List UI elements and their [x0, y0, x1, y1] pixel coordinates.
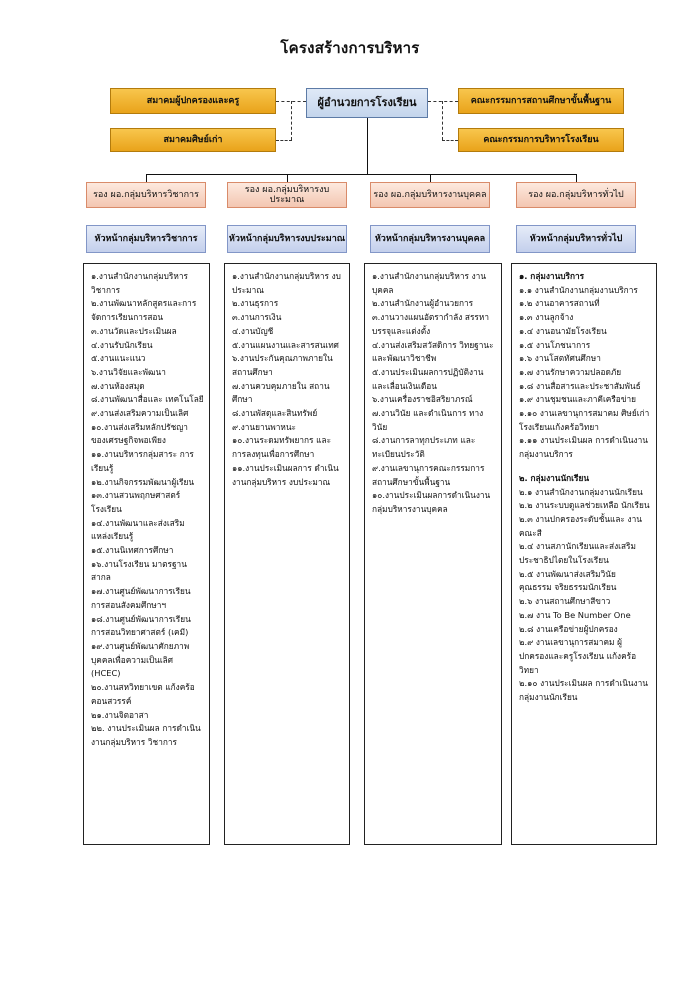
deputy-budget-box: รอง ผอ.กลุ่มบริหารงบประมาณ [227, 182, 347, 208]
task-item: ๒.๑๐ งานประเมินผล การดำเนินงานกลุ่มงานนักเรียน [519, 678, 648, 703]
head-general-box: หัวหน้ากลุ่มบริหารทั่วไป [516, 225, 636, 253]
task-item: ๑.งานสำนักงานกลุ่มบริหาร งานบุคคล [372, 271, 486, 295]
bus-drop-1 [146, 174, 147, 182]
task-item: ๒.๘ งานเครือข่ายผู้ปกครอง [519, 623, 618, 634]
head-personnel-box: หัวหน้ากลุ่มบริหารงานบุคคล [370, 225, 490, 253]
deputy-personnel-box: รอง ผอ.กลุ่มบริหารงานบุคคล [370, 182, 490, 208]
task-item: ๑๖.งานโรงเรียน มาตรฐานสากล [91, 558, 187, 583]
task-item: ๕.งานแนะแนว [91, 353, 146, 364]
head-budget-box: หัวหน้ากลุ่มบริหารงบประมาณ [227, 225, 347, 253]
dashed-connector-left-vertical [291, 101, 292, 140]
task-item: ๑.๔ งานอนามัยโรงเรียน [519, 325, 607, 336]
bus-drop-2 [287, 174, 288, 182]
task-item: ๖.งานประกันคุณภาพภายใน สถานศึกษา [232, 353, 333, 377]
task-item: ๑๐.งานประเมินผลการดำเนินงาน กลุ่มบริหารงานบุคคล [372, 490, 491, 514]
task-item: ๖.งานเครื่องราชอิสริยาภรณ์ [372, 394, 473, 405]
dashed-connector-right-lower [442, 140, 458, 141]
task-item: ๑๒.งานกิจกรรมพัฒนาผู้เรียน [91, 476, 195, 487]
dashed-connector-left-lower [276, 140, 292, 141]
task-item: ๒.งานพัฒนาหลักสูตรและการ จัดการเรียนการสอน [91, 298, 197, 323]
task-item: ๓.งานวางแผนอัตรากำลัง สรรหา บรรจุและแต่งตั้ง [372, 312, 489, 336]
alumni-association-box: สมาคมศิษย์เก่า [110, 128, 276, 152]
bus-drop-4 [576, 174, 577, 182]
head-academic-box: หัวหน้ากลุ่มบริหารวิชาการ [86, 225, 206, 253]
director-trunk-line [367, 118, 368, 174]
task-item: ๗.งานวินัย และดำเนินการ ทางวินัย [372, 408, 484, 432]
task-item: ๑.๑๐ งานเลขานุการสมาคม ศิษย์เก่าโรงเรียนแก้งคร้อวิทยา [519, 408, 650, 432]
bus-drop-3 [430, 174, 431, 182]
task-item: ๑.๙ งานชุมชนและภาคีเครือข่าย [519, 394, 636, 405]
dashed-connector-right [428, 101, 458, 102]
task-item: ๕.งานประเมินผลการปฏิบัติงาน และเลื่อนเงินเดือน [372, 366, 484, 391]
task-subgroup-title: ๑. กลุ่มงานบริการ [519, 271, 585, 281]
task-item: ๒.๕ งานพัฒนาส่งเสริมวินัย คุณธรรม จริยธรรมนักเรียน [519, 568, 617, 593]
task-item: ๑๗.งานศูนย์พัฒนาการเรียน การสอนสังคมศึกษาฯ [91, 586, 191, 610]
task-item: ๑๕.งานนิเทศการศึกษา [91, 545, 174, 556]
task-item: ๑.๗ งานรักษาความปลอดภัย [519, 366, 622, 377]
deputy-general-box: รอง ผอ.กลุ่มบริหารทั่วไป [516, 182, 636, 208]
task-item: ๑๘.งานศูนย์พัฒนาการเรียน การสอนวิทยาศาสตร์ (เคมี) [91, 613, 191, 638]
dashed-connector-right-vertical [442, 101, 443, 140]
parent-teacher-association-box: สมาคมผู้ปกครองและครู [110, 88, 276, 114]
task-item: ๑๐.งานระดมทรัพยากร และการลงทุนเพื่อการศึกษา [232, 435, 332, 460]
task-item: ๘.งานพัฒนาสื่อและ เทคโนโลยี [91, 394, 204, 405]
task-item: ๑.งานสำนักงานกลุ่มบริหาร วิชาการ [91, 271, 188, 295]
task-item: ๑๓.งานสวนพฤกษศาสตร์ โรงเรียน [91, 490, 181, 514]
task-item: ๒.๙ งานเลขานุการสมาคม ผู้ปกครองและครูโรงเรียน แก้งคร้อวิทยา [519, 637, 637, 675]
task-item: ๙.งานส่งเสริมความเป็นเลิศ [91, 408, 189, 419]
task-item: ๑.๘ งานสื่อสารและประชาสัมพันธ์ [519, 380, 641, 391]
task-item: ๕.งานแผนงานและสารสนเทศ [232, 339, 339, 350]
task-item: ๑.๕ งานโภชนาการ [519, 339, 591, 350]
academic-task-list [83, 263, 210, 845]
task-item: ๖.งานวิจัยและพัฒนา [91, 366, 166, 377]
task-subgroup-title: ๒. กลุ่มงานนักเรียน [519, 472, 589, 483]
task-item: ๑.งานสำนักงานกลุ่มบริหาร งบประมาณ [232, 271, 341, 295]
task-item: ๔.งานบัญชี [232, 325, 274, 336]
task-item: ๒.๑ งานสำนักงานกลุ่มงานนักเรียน [519, 486, 643, 497]
page-title: โครงสร้างการบริหาร [280, 39, 420, 57]
task-item: ๘.งานการลาทุกประเภท และทะเบียนประวัติ [372, 435, 476, 460]
task-item: ๒.งานธุรการ [232, 298, 279, 309]
deputy-bus-line [146, 174, 576, 175]
deputy-academic-box: รอง ผอ.กลุ่มบริหารวิชาการ [86, 182, 206, 208]
school-administration-committee-box: คณะกรรมการบริหารโรงเรียน [458, 128, 624, 152]
task-item: ๑๔.งานพัฒนาและส่งเสริม แหล่งเรียนรู้ [91, 517, 185, 542]
task-item: ๑.๖ งานโสตทัศนศึกษา [519, 353, 601, 364]
task-item: ๓.งานวัดและประเมินผล [91, 325, 177, 336]
task-item: ๒๑.งานจิตอาสา [91, 709, 149, 720]
task-item: ๒๒. งานประเมินผล การดำเนินงานกลุ่มบริหาร วิชาการ [91, 723, 201, 747]
task-item: ๗.งานควบคุมภายใน สถานศึกษา [232, 380, 330, 405]
task-item: ๑๑.งานบริหารกลุ่มสาระ การเรียนรู้ [91, 449, 194, 473]
task-item: ๒.๖ งานสถานศึกษาสีขาว [519, 596, 611, 607]
task-item: ๒.งานสำนักงานผู้อำนวยการ [372, 298, 474, 309]
task-item: ๙.งานเลขานุการคณะกรรมการ สถานศึกษาขั้นพื้นฐาน [372, 462, 485, 487]
task-item: ๔.งานรับนักเรียน [91, 339, 153, 350]
basic-education-committee-box: คณะกรรมการสถานศึกษาขั้นพื้นฐาน [458, 88, 624, 114]
task-item: ๑๙.งานศูนย์พัฒนาศักยภาพ บุคคลเพื่อความเป็นเลิศ (HCEC) [91, 640, 190, 679]
task-item: ๒.๓ งานปกครองระดับชั้นและ งานคณะสี [519, 513, 642, 538]
budget-task-list [224, 263, 350, 845]
task-item: ๔.งานส่งเสริมสวัสดิการ วิทยฐานะและพัฒนาวิชาชีพ [372, 339, 494, 364]
task-item: ๒.๔ งานสภานักเรียนและส่งเสริม ประชาธิปไตยในโรงเรียน [519, 541, 636, 566]
task-item: ๗.งานห้องสมุด [91, 380, 145, 391]
general-task-list [511, 263, 657, 845]
task-item: ๑.๑๑ งานประเมินผล การดำเนินงานกลุ่มงานบริการ [519, 435, 648, 460]
task-item: ๑.๑ งานสำนักงานกลุ่มงานบริการ [519, 284, 638, 295]
personnel-task-list [364, 263, 502, 845]
task-item: ๓.งานการเงิน [232, 312, 282, 323]
task-item: ๑.๒ งานอาคารสถานที่ [519, 298, 600, 309]
director-box: ผู้อำนวยการโรงเรียน [306, 88, 428, 118]
task-item: ๑.๓ งานลูกจ้าง [519, 312, 574, 323]
task-item: ๙.งานยานพาหนะ [232, 421, 297, 432]
task-item: ๑๑.งานประเมินผลการ ดำเนินงานกลุ่มบริหาร งบประมาณ [232, 462, 339, 487]
task-item: ๒.๒ งานระบบดูแลช่วยเหลือ นักเรียน [519, 500, 650, 511]
task-item: ๑๐.งานส่งเสริมหลักปรัชญา ของเศรษฐกิจพอเพียง [91, 421, 188, 446]
task-item: ๒.๗ งาน To Be Number One [519, 609, 631, 620]
task-item: ๒๐.งานสหวิทยาเขต แก้งคร้อ คอนสวรรค์ [91, 682, 195, 706]
task-item: ๘.งานพัสดุและสินทรัพย์ [232, 408, 318, 419]
